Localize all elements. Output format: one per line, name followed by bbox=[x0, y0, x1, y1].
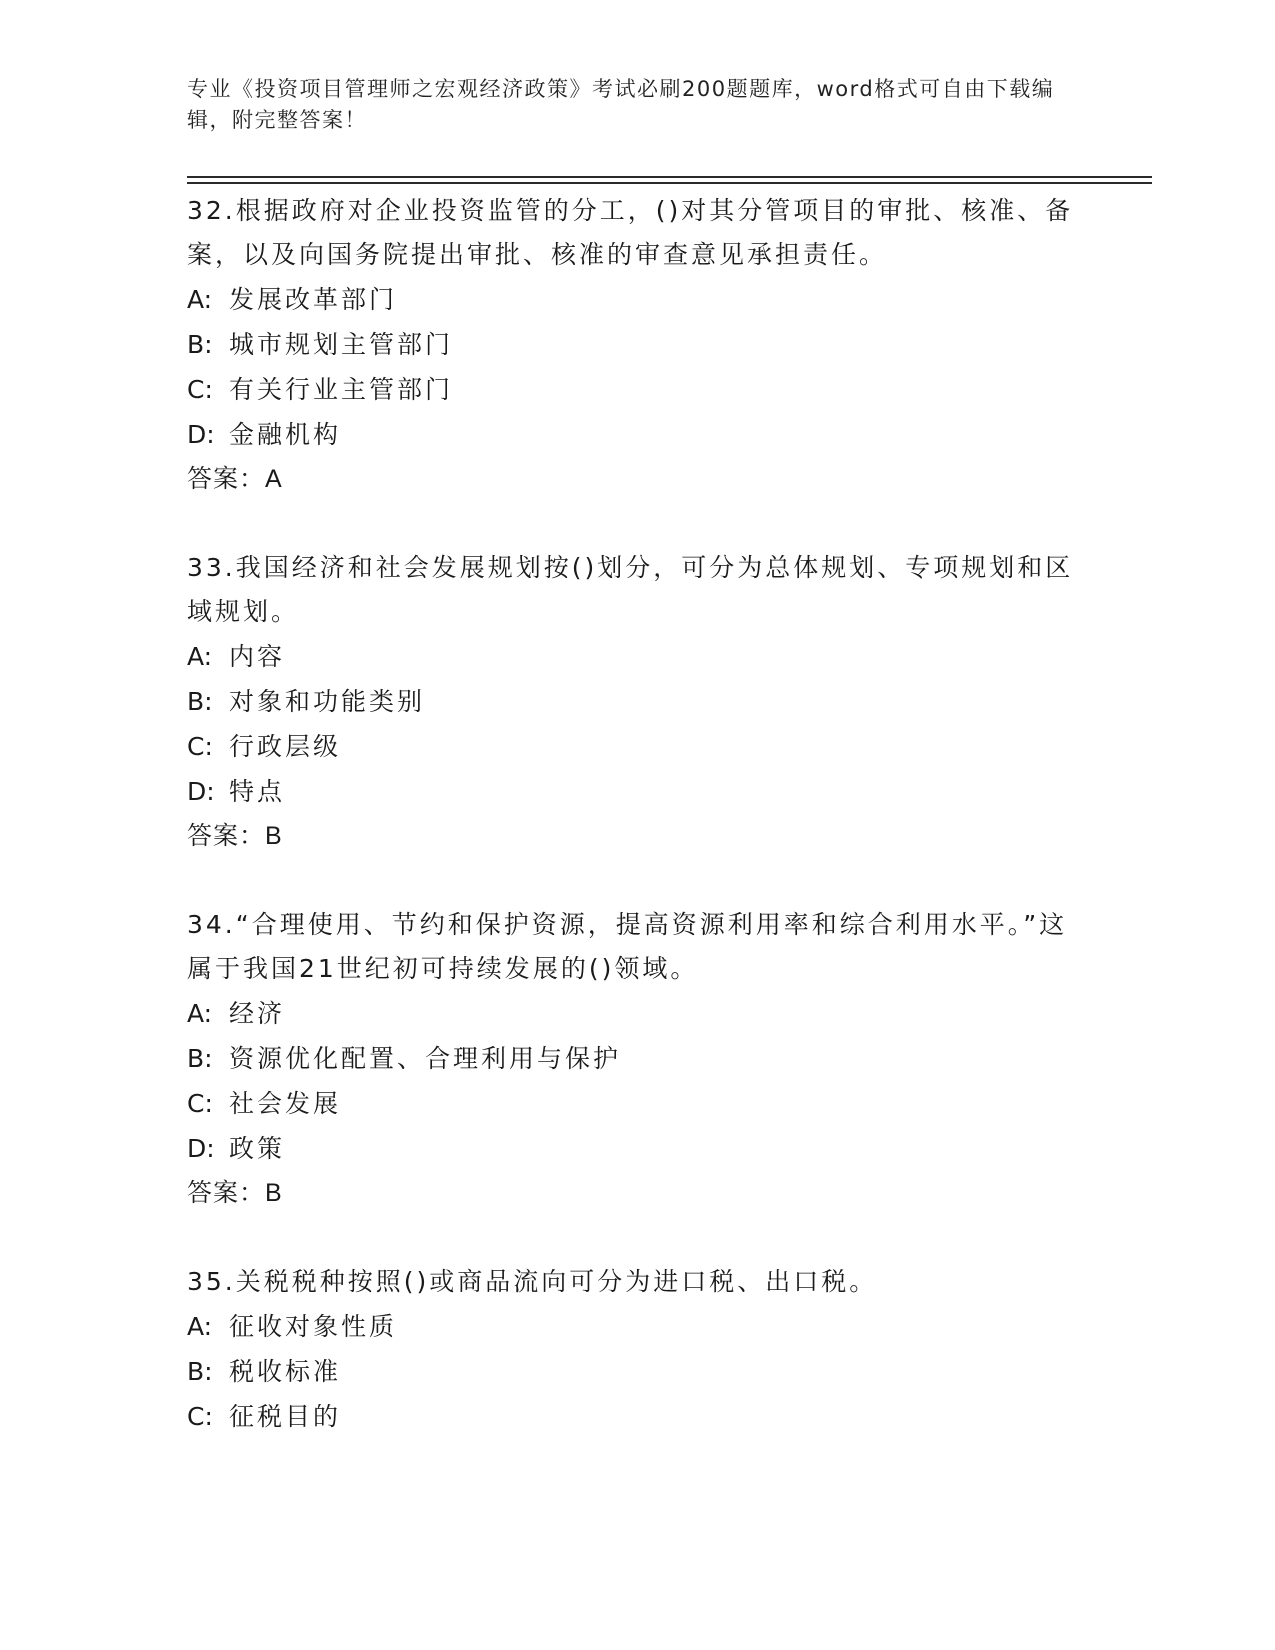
header-divider-top bbox=[187, 176, 1152, 178]
option-text: 征税目的 bbox=[229, 1402, 342, 1431]
question-stem: 33.我国经济和社会发展规划按()划分，可分为总体规划、专项规划和区域规划。 bbox=[187, 553, 1074, 626]
option-letter: A: bbox=[187, 642, 213, 671]
option-letter: C: bbox=[187, 375, 213, 404]
question-list bbox=[187, 189, 1087, 1439]
option-text: 征收对象性质 bbox=[229, 1312, 398, 1341]
option-letter: D: bbox=[187, 420, 215, 449]
answer-option bbox=[187, 1081, 1087, 1126]
option-text: 行政层级 bbox=[229, 732, 342, 761]
answer-key: 答案：A bbox=[187, 465, 283, 493]
option-text: 经济 bbox=[229, 999, 286, 1028]
option-letter: B: bbox=[187, 1357, 213, 1386]
header-divider-bottom bbox=[187, 182, 1152, 184]
answer-option bbox=[187, 1036, 1087, 1081]
option-letter: C: bbox=[187, 732, 213, 761]
answer-option bbox=[187, 634, 1087, 679]
question-block bbox=[187, 903, 1087, 1216]
option-text: 对象和功能类别 bbox=[229, 687, 426, 716]
option-letter: B: bbox=[187, 1044, 213, 1073]
answer-option bbox=[187, 724, 1087, 769]
question-stem: 32.根据政府对企业投资监管的分工，()对其分管项目的审批、核准、备案，以及向国务院提出审批、核准的审查意见承担责任。 bbox=[187, 196, 1074, 269]
option-text: 税收标准 bbox=[229, 1357, 342, 1386]
answer-option bbox=[187, 991, 1087, 1036]
question-block bbox=[187, 546, 1087, 859]
answer-option bbox=[187, 1126, 1087, 1171]
option-text: 发展改革部门 bbox=[229, 285, 398, 314]
answer-option bbox=[187, 412, 1087, 457]
option-text: 政策 bbox=[229, 1134, 286, 1163]
answer-option bbox=[187, 1304, 1087, 1349]
option-letter: A: bbox=[187, 1312, 213, 1341]
answer-key: 答案：B bbox=[187, 1179, 283, 1207]
answer-option bbox=[187, 1394, 1087, 1439]
option-letter: A: bbox=[187, 999, 213, 1028]
option-letter: A: bbox=[187, 285, 213, 314]
answer-option bbox=[187, 367, 1087, 412]
document-header: 专业《投资项目管理师之宏观经济政策》考试必刷200题题库，word格式可自由下载编辑，附完整答案！ bbox=[187, 77, 1055, 132]
option-letter: C: bbox=[187, 1402, 213, 1431]
option-letter: D: bbox=[187, 777, 215, 806]
answer-option bbox=[187, 277, 1087, 322]
answer-option bbox=[187, 1349, 1087, 1394]
option-text: 社会发展 bbox=[229, 1089, 342, 1118]
option-letter: C: bbox=[187, 1089, 213, 1118]
option-text: 有关行业主管部门 bbox=[229, 375, 454, 404]
option-text: 资源优化配置、合理利用与保护 bbox=[229, 1044, 622, 1073]
option-text: 特点 bbox=[229, 777, 286, 806]
question-block bbox=[187, 189, 1087, 502]
option-text: 城市规划主管部门 bbox=[229, 330, 454, 359]
option-letter: B: bbox=[187, 687, 213, 716]
question-block bbox=[187, 1260, 1087, 1439]
question-stem: 34.“合理使用、节约和保护资源，提高资源利用率和综合利用水平。”这属于我国21世纪初可持续发展的()领域。 bbox=[187, 910, 1068, 983]
answer-option bbox=[187, 769, 1087, 814]
option-text: 金融机构 bbox=[229, 420, 342, 449]
option-letter: B: bbox=[187, 330, 213, 359]
option-text: 内容 bbox=[229, 642, 286, 671]
question-stem: 35.关税税种按照()或商品流向可分为进口税、出口税。 bbox=[187, 1267, 878, 1296]
option-letter: D: bbox=[187, 1134, 215, 1163]
answer-option bbox=[187, 679, 1087, 724]
answer-option bbox=[187, 322, 1087, 367]
answer-key: 答案：B bbox=[187, 822, 283, 850]
